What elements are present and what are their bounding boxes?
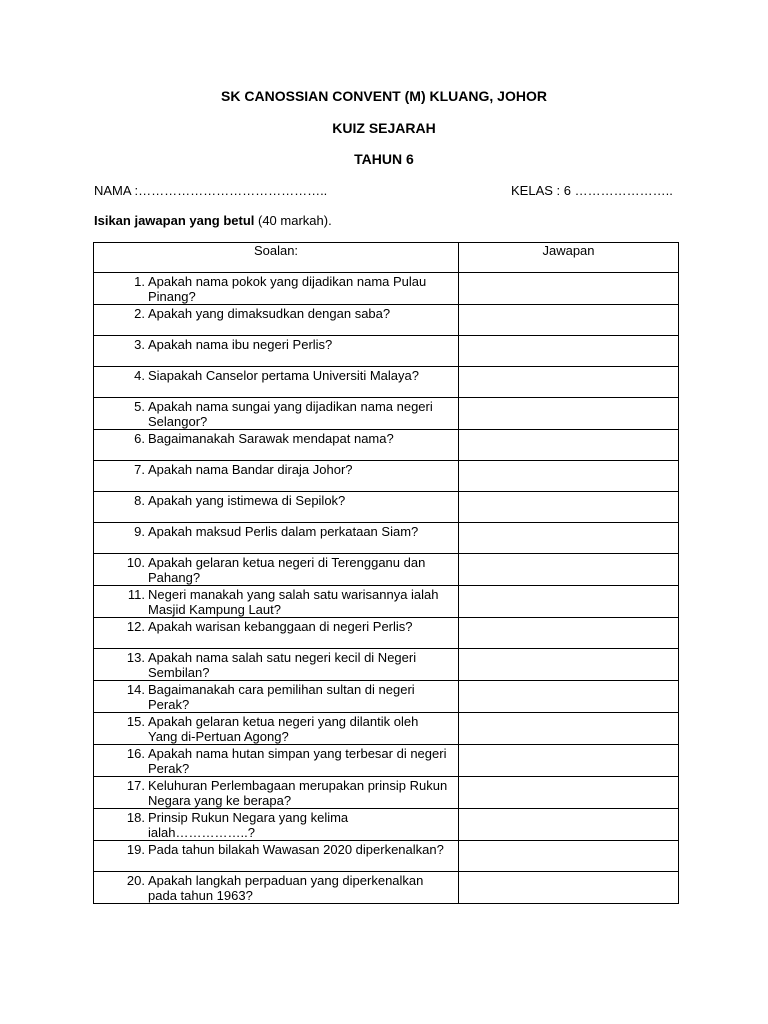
question-number: 4. bbox=[134, 368, 145, 383]
question-text: Prinsip Rukun Negara yang kelima ialah……………..? bbox=[148, 810, 349, 840]
question-text: Keluhuran Perlembagaan merupakan prinsip Rukun Negara yang ke berapa? bbox=[148, 778, 448, 808]
answer-cell[interactable] bbox=[459, 461, 679, 492]
question-cell bbox=[94, 430, 459, 461]
question-text: Bagaimanakah cara pemilihan sultan di negeri Perak? bbox=[148, 682, 415, 712]
answer-column-header: Jawapan bbox=[459, 243, 679, 273]
class-field: KELAS : 6 ………………….. bbox=[511, 183, 673, 198]
question-cell bbox=[94, 809, 459, 841]
answer-cell[interactable] bbox=[459, 872, 679, 904]
question-text: Apakah yang istimewa di Sepilok? bbox=[148, 493, 346, 508]
question-cell bbox=[94, 681, 459, 713]
question-cell bbox=[94, 554, 459, 586]
answer-cell[interactable] bbox=[459, 398, 679, 430]
question-number: 16. bbox=[126, 746, 145, 761]
name-field: NAMA :…………………………………….. bbox=[94, 183, 328, 198]
question-number: 7. bbox=[134, 462, 145, 477]
question-text: Siapakah Canselor pertama Universiti Malaya? bbox=[148, 368, 419, 383]
question-cell bbox=[94, 872, 459, 904]
table-row bbox=[94, 872, 679, 904]
question-number: 8. bbox=[134, 493, 145, 508]
question-text: Apakah maksud Perlis dalam perkataan Siam? bbox=[148, 524, 419, 539]
table-header bbox=[94, 243, 679, 273]
answer-cell[interactable] bbox=[459, 649, 679, 681]
question-number: 2. bbox=[134, 306, 145, 321]
question-text: Apakah warisan kebanggaan di negeri Perlis? bbox=[148, 619, 413, 634]
question-number: 10. bbox=[126, 555, 145, 570]
question-number: 12. bbox=[126, 619, 145, 634]
question-number: 3. bbox=[134, 337, 145, 352]
quiz-title: KUIZ SEJARAH bbox=[332, 120, 436, 136]
table-row bbox=[94, 523, 679, 554]
answer-cell[interactable] bbox=[459, 523, 679, 554]
table-row bbox=[94, 649, 679, 681]
question-text: Apakah nama sungai yang dijadikan nama negeri Selangor? bbox=[148, 399, 433, 429]
table-row bbox=[94, 554, 679, 586]
answer-cell[interactable] bbox=[459, 681, 679, 713]
quiz-table bbox=[93, 242, 679, 904]
question-number: 17. bbox=[126, 778, 145, 793]
table-row bbox=[94, 398, 679, 430]
question-cell bbox=[94, 777, 459, 809]
table-row bbox=[94, 305, 679, 336]
answer-cell[interactable] bbox=[459, 430, 679, 461]
instruction-marks: (40 markah). bbox=[254, 213, 332, 228]
answer-cell[interactable] bbox=[459, 777, 679, 809]
instruction bbox=[94, 213, 332, 229]
answer-cell[interactable] bbox=[459, 841, 679, 872]
table-row bbox=[94, 681, 679, 713]
question-text: Bagaimanakah Sarawak mendapat nama? bbox=[148, 431, 394, 446]
question-text: Apakah nama hutan simpan yang terbesar di negeri Perak? bbox=[148, 746, 447, 776]
question-number: 9. bbox=[134, 524, 145, 539]
question-cell bbox=[94, 461, 459, 492]
answer-cell[interactable] bbox=[459, 336, 679, 367]
question-cell bbox=[94, 305, 459, 336]
table-row bbox=[94, 713, 679, 745]
question-number: 20. bbox=[126, 873, 145, 888]
question-number: 14. bbox=[126, 682, 145, 697]
question-cell bbox=[94, 841, 459, 872]
question-cell bbox=[94, 713, 459, 745]
table-row bbox=[94, 777, 679, 809]
answer-cell[interactable] bbox=[459, 586, 679, 618]
question-number: 11. bbox=[127, 587, 145, 602]
answer-cell[interactable] bbox=[459, 809, 679, 841]
question-rows bbox=[94, 273, 679, 904]
instruction-bold: Isikan jawapan yang betul bbox=[94, 213, 255, 228]
question-cell bbox=[94, 367, 459, 398]
school-title: SK CANOSSIAN CONVENT (M) KLUANG, JOHOR bbox=[221, 88, 547, 104]
answer-cell[interactable] bbox=[459, 745, 679, 777]
question-cell bbox=[94, 492, 459, 523]
question-number: 13. bbox=[126, 650, 145, 665]
table-row bbox=[94, 273, 679, 305]
table-row bbox=[94, 492, 679, 523]
question-number: 19. bbox=[126, 842, 145, 857]
question-number: 1. bbox=[134, 274, 145, 289]
table-row bbox=[94, 618, 679, 649]
answer-cell[interactable] bbox=[459, 713, 679, 745]
question-text: Apakah nama Bandar diraja Johor? bbox=[148, 462, 353, 477]
table-row bbox=[94, 367, 679, 398]
question-cell bbox=[94, 336, 459, 367]
table-row bbox=[94, 809, 679, 841]
question-cell bbox=[94, 523, 459, 554]
question-cell bbox=[94, 586, 459, 618]
question-cell bbox=[94, 398, 459, 430]
answer-cell[interactable] bbox=[459, 618, 679, 649]
question-number: 18. bbox=[126, 810, 145, 825]
question-text: Apakah gelaran ketua negeri yang dilantik oleh Yang di-Pertuan Agong? bbox=[148, 714, 419, 744]
question-cell bbox=[94, 618, 459, 649]
question-text: Apakah langkah perpaduan yang diperkenalkan pada tahun 1963? bbox=[148, 873, 424, 903]
answer-cell[interactable] bbox=[459, 305, 679, 336]
year-title: TAHUN 6 bbox=[354, 151, 414, 167]
answer-cell[interactable] bbox=[459, 367, 679, 398]
question-cell bbox=[94, 273, 459, 305]
answer-cell[interactable] bbox=[459, 554, 679, 586]
question-column-header: Soalan: bbox=[94, 243, 459, 273]
answer-cell[interactable] bbox=[459, 273, 679, 305]
question-text: Pada tahun bilakah Wawasan 2020 diperkenalkan? bbox=[148, 842, 444, 857]
table-row bbox=[94, 461, 679, 492]
table-row bbox=[94, 745, 679, 777]
answer-cell[interactable] bbox=[459, 492, 679, 523]
question-number: 15. bbox=[126, 714, 145, 729]
question-text: Apakah nama ibu negeri Perlis? bbox=[148, 337, 333, 352]
question-text: Apakah yang dimaksudkan dengan saba? bbox=[148, 306, 391, 321]
question-text: Apakah gelaran ketua negeri di Terengganu dan Pahang? bbox=[148, 555, 426, 585]
question-cell bbox=[94, 649, 459, 681]
table-row bbox=[94, 430, 679, 461]
question-number: 5. bbox=[134, 399, 145, 414]
table-row bbox=[94, 841, 679, 872]
question-text: Apakah nama pokok yang dijadikan nama Pulau Pinang? bbox=[148, 274, 427, 304]
question-text: Apakah nama salah satu negeri kecil di Negeri Sembilan? bbox=[148, 650, 417, 680]
question-cell bbox=[94, 745, 459, 777]
table-row bbox=[94, 336, 679, 367]
table-row bbox=[94, 586, 679, 618]
question-number: 6. bbox=[134, 431, 145, 446]
question-text: Negeri manakah yang salah satu warisannya ialah Masjid Kampung Laut? bbox=[148, 587, 439, 617]
